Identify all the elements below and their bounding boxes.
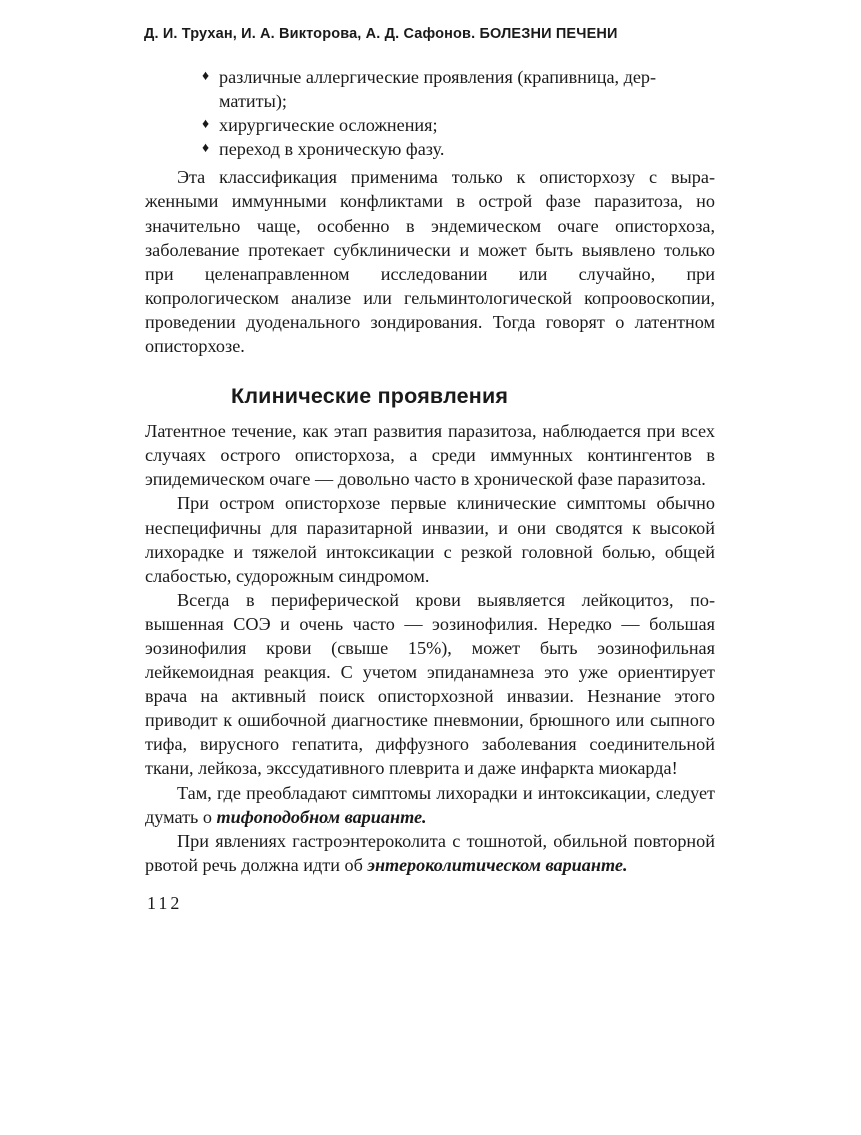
page-number: 112 [147,892,183,913]
book-page [145,24,715,914]
paragraph-acute: При остром описторхозе первые клинические симптомы обычно неспецифичны для паразитарной инвазии, и они сводятся к высокой лихорадке и тяжелой интоксикации с резкой головной болью, общей слабостью, судорожным синдромом. [145,493,715,586]
section-heading: Клинические проявления [231,384,509,409]
diamond-bullet-icon: ♦ [202,69,210,84]
emphasized-term: тифоподобном варианте. [216,806,427,827]
list-item [145,65,715,113]
list-item-text: хирургические осложнения; [219,115,438,136]
paragraph-text: Там, где преобладают симптомы лихорадки и интоксикации, следует думать о [145,782,715,827]
paragraph-text: При явлениях гастроэнтероколита с тошнотой, обильной повторной рвотой речь должна идти об [145,830,715,875]
paragraph-latent: Латентное течение, как этап развития паразитоза, наблюдается при всех случаях острого описторхоза, а среди иммунных контингентов в эпидемическом очаге — довольно часто в хронической фазе паразитоза. [145,421,715,490]
list-item [145,113,715,137]
list-item-text: переход в хроническую фазу. [219,139,445,160]
list-item-text-continued: матиты); [219,91,287,112]
paragraph-enterocolitic [145,829,715,877]
emphasized-term: энтероколитическом варианте. [367,854,628,875]
diamond-bullet-icon: ♦ [202,117,210,133]
list-item [145,137,715,161]
running-head: Д. И. Трухан, И. А. Викторова, А. Д. Сафонов. БОЛЕЗНИ ПЕЧЕНИ [144,26,618,42]
paragraph-classification: Эта классификация применима только к описторхозу с выраженными иммунными конфликтами в острой фазе паразитоза, но значительно чаще, особенно в эндемическом очаге описторхоза, заболевание протекает субклинически и может быть выявлено только при целенаправленном исследовании или случайно, при копрологическом анализе или гельминтологической копроовоскопии, проведении дуоденального зондирования. Тогда говорят о латентном описторхозе. [145,167,715,357]
paragraph-blood: Всегда в периферической крови выявляется лейкоцитоз, повышенная СОЭ и очень часто — эозинофилия. Нередко — большая эозинофилия крови (свыше 15%), может быть эозинофильная лейкемоидная реакция. С учетом эпиданамнеза это уже ориентирует врача на активный поиск описторхозной инвазии. Незнание этого приводит к ошибочной диагностике пневмонии, брюшного или сыпного тифа, вирусного гепатита, диффузного заболевания соединительной ткани, лейкоза, экссудативного плеврита и даже инфаркта миокарда! [145,589,715,779]
bullet-list [145,65,715,161]
list-item-text: различные аллергические проявления (крапивница, дер- [219,67,657,87]
diamond-bullet-icon: ♦ [202,141,210,157]
page-body [145,65,715,877]
paragraph-typhoid [145,781,715,829]
